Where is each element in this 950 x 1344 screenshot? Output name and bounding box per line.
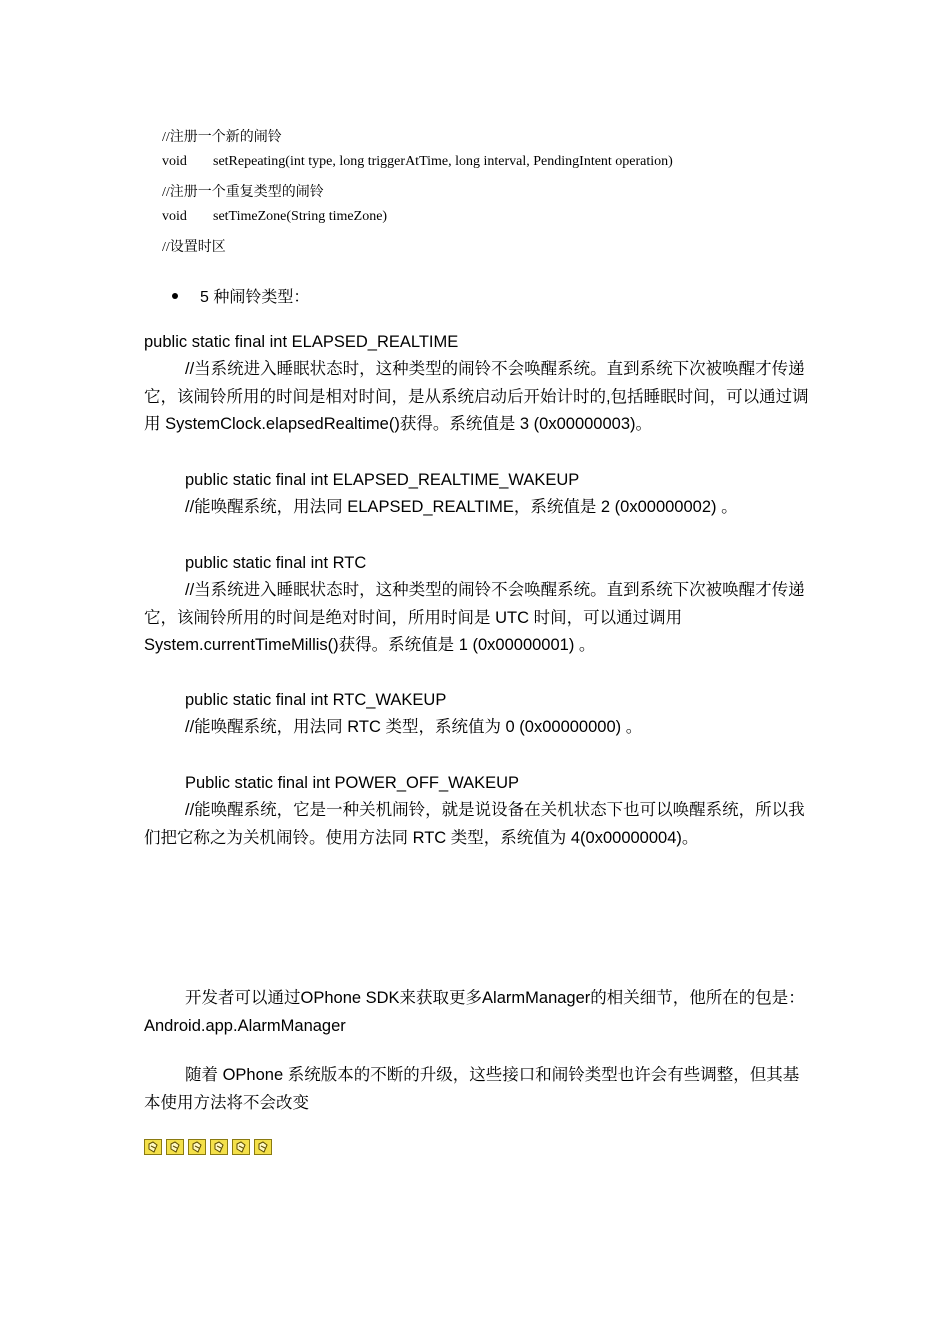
icon-row <box>144 1139 272 1155</box>
return-type: void <box>162 154 187 169</box>
code-comment: //设置时区 <box>162 240 226 255</box>
type-declaration: public static final int ELAPSED_REALTIME_WAKEUP <box>185 471 580 489</box>
smiley-icon <box>166 1139 184 1155</box>
type-declaration: public static final int RTC_WAKEUP <box>185 691 447 709</box>
code-line-setrepeating <box>162 154 673 170</box>
paragraph: 开发者可以通过OPhone SDK来获取更多AlarmManager的相关细节，他所在的包是：Android.app.AlarmManager <box>144 989 805 1035</box>
type-description: //能唤醒系统，用法同 ELAPSED_REALTIME，系统值是 2 (0x00000002) 。 <box>185 498 738 516</box>
type-description: //当系统进入睡眠状态时，这种类型的闹铃不会唤醒系统。直到系统下次被唤醒才传递它，该闹铃所用的时间是绝对时间，所用时间是 UTC 时间，可以通过调用 System.currentTimeMillis()获得。系统值是 1 (0x00000001) 。 <box>144 581 805 654</box>
method-signature: setTimeZone(String timeZone) <box>213 209 388 224</box>
type-declaration: Public static final int POWER_OFF_WAKEUP <box>185 774 520 792</box>
code-comment: //注册一个重复类型的闹铃 <box>162 185 324 200</box>
type-declaration: public static final int RTC <box>185 554 367 572</box>
type-description: //能唤醒系统，用法同 RTC 类型，系统值为 0 (0x00000000) 。 <box>185 718 643 736</box>
bullet-item <box>172 284 309 307</box>
type-description: //当系统进入睡眠状态时，这种类型的闹铃不会唤醒系统。直到系统下次被唤醒才传递它，该闹铃所用的时间是相对时间，是从系统启动后开始计时的,包括睡眠时间，可以通过调用 SystemClock.elapsedRealtime()获得。系统值是 3 (0x00000003)。 <box>144 360 809 433</box>
code-line-settimezone <box>162 209 387 225</box>
bullet-dot <box>172 293 178 299</box>
type-description: //能唤醒系统，它是一种关机闹铃，就是说设备在关机状态下也可以唤醒系统，所以我们把它称之为关机闹铃。使用方法同 RTC 类型，系统值为 4(0x00000004)。 <box>144 801 805 847</box>
paragraph: 随着 OPhone 系统版本的不断的升级，这些接口和闹铃类型也许会有些调整，但其基本使用方法将不会改变 <box>144 1066 800 1112</box>
smiley-icon <box>188 1139 206 1155</box>
code-comment: //注册一个新的闹铃 <box>162 130 282 145</box>
method-signature: setRepeating(int type, long triggerAtTime, long interval, PendingIntent operation) <box>213 154 673 169</box>
smiley-icon <box>232 1139 250 1155</box>
type-declaration: public static final int ELAPSED_REALTIME <box>144 333 459 351</box>
return-type: void <box>162 209 187 224</box>
bullet-text: 5 种闹铃类型： <box>200 289 310 306</box>
smiley-icon <box>254 1139 272 1155</box>
smiley-icon <box>210 1139 228 1155</box>
smiley-icon <box>144 1139 162 1155</box>
